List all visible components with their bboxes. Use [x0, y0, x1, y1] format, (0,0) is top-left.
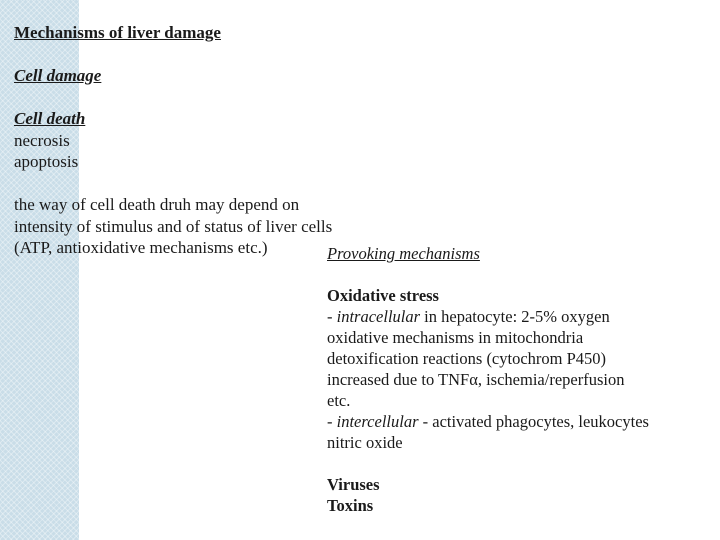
right-text-column: [327, 243, 649, 516]
toxins-heading: Toxins: [327, 496, 374, 515]
intracellular-text: in hepatocyte: 2-5% oxygen: [420, 307, 610, 326]
intracellular-detail: oxidative mechanisms in mitochondria: [327, 328, 584, 347]
intercellular-text: - activated phagocytes, leukocytes: [418, 412, 649, 431]
oxidative-stress-heading: Oxidative stress: [327, 286, 439, 305]
provoking-mechanisms-heading: Provoking mechanisms: [327, 244, 480, 263]
note-line: the way of cell death druh may depend on: [14, 195, 300, 214]
note-line: intensity of stimulus and of status of liver cells: [14, 216, 333, 236]
viruses-heading: Viruses: [327, 475, 380, 494]
intracellular-detail: increased due to TNFα, ischemia/reperfusion: [327, 370, 625, 389]
cell-damage-heading: Cell damage: [14, 66, 102, 85]
intercellular-prefix: -: [327, 412, 337, 431]
intracellular-label: intracellular: [336, 307, 421, 326]
intercellular-line: [327, 411, 649, 432]
intercellular-label: intercellular: [336, 412, 419, 431]
intracellular-detail: etc.: [327, 391, 351, 410]
note-line: (ATP, antioxidative mechanisms etc.): [14, 238, 268, 257]
death-type-apoptosis: apoptosis: [14, 152, 79, 171]
intracellular-detail: detoxification reactions (cytochrom P450): [327, 349, 607, 368]
left-text-column: [14, 22, 332, 259]
slide-title: Mechanisms of liver damage: [14, 23, 221, 42]
cell-death-heading: Cell death: [14, 109, 86, 128]
death-type-necrosis: necrosis: [14, 130, 70, 150]
intracellular-line: [327, 306, 649, 327]
intercellular-detail: nitric oxide: [327, 433, 403, 452]
intracellular-prefix: -: [327, 307, 337, 326]
